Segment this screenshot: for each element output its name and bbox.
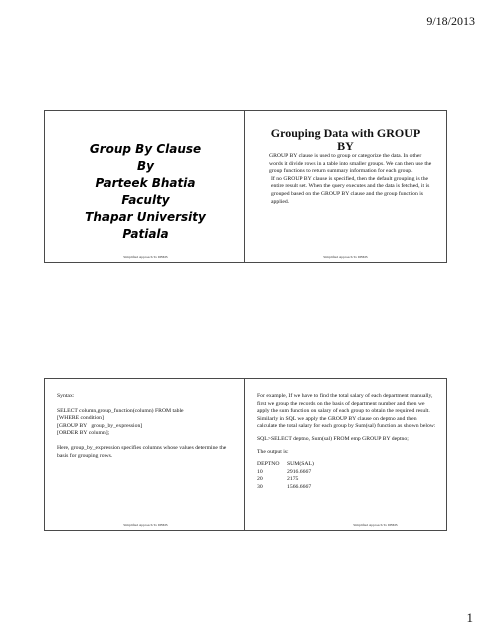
example-query: SQL>SELECT deptno, Sum(sal) FROM emp GROUP BY deptno; — [257, 435, 409, 442]
slide-grouping-data — [244, 110, 447, 263]
code-line: [WHERE condition] — [57, 415, 104, 422]
table-row — [257, 476, 314, 484]
title-line: Grouping Data with GROUP — [270, 126, 421, 140]
syntax-label: Syntax: — [57, 393, 75, 399]
table-cell: 1566.6667 — [287, 483, 312, 490]
output-table — [257, 461, 314, 491]
table-cell: 10 — [257, 468, 263, 475]
code-line: [GROUP BY group_by_expression] — [57, 422, 143, 429]
table-row — [257, 469, 314, 477]
title-line: By — [137, 159, 154, 173]
slide-body — [269, 153, 436, 206]
table-cell: 30 — [257, 483, 263, 490]
page-number: 1 — [466, 610, 473, 625]
table-header-row — [257, 461, 314, 469]
output-label: The output is: — [257, 448, 289, 455]
author-institution: Thapar University — [85, 210, 206, 224]
example-intro: For example, If we have to find the total salary of each department manually, first we group the records on the basis of department number and then we apply the sum function on salary of each group to obtain the required result. Similarly in SQL we apply the GROUP BY clause on deptno and then calculate the total salary for each group by Sum(sal) function as shown below: — [257, 393, 436, 430]
slide-title-heading — [245, 127, 446, 153]
syntax-code — [57, 408, 236, 438]
table-header: DEPTNO — [257, 461, 280, 468]
slide-syntax — [44, 378, 247, 531]
slide-footer: Simplified Approach To DBMS — [123, 523, 168, 527]
slide-body — [57, 393, 236, 467]
code-line: [ORDER BY column]; — [57, 430, 110, 437]
table-row — [257, 484, 314, 492]
author-role: Faculty — [121, 193, 170, 207]
slide-footer: Simplified Approach To DBMS — [323, 255, 368, 259]
title-block — [45, 141, 246, 243]
slide-title — [44, 110, 247, 263]
slide-footer: Simplified Approach To DBMS — [353, 523, 398, 527]
code-line: SELECT column,group_function(column) FROM table — [57, 407, 184, 414]
slide-footer: Simplified Approach To DBMS — [123, 255, 168, 259]
table-cell: 2175 — [287, 476, 299, 483]
table-cell: 2916.6667 — [287, 468, 312, 475]
paragraph: If no GROUP BY clause is specified, then the default grouping is the entire result set. When the query executes and the data is fetched, it is grouped based on the GROUP BY clause and the group function is applied. — [271, 175, 430, 205]
author-city: Patiala — [122, 227, 169, 241]
title-line: BY — [337, 139, 354, 153]
print-date: 9/18/2013 — [426, 14, 475, 28]
author-name: Parteek Bhatia — [95, 176, 196, 190]
table-header: SUM(SAL) — [287, 461, 314, 468]
title-line: Group By Clause — [89, 142, 202, 156]
slide-body — [257, 393, 438, 492]
table-cell: 20 — [257, 476, 263, 483]
slide-example — [244, 378, 447, 531]
syntax-note: Here, group_by_expression specifies columns whose values determine the basis for grouping rows. — [57, 444, 227, 459]
paragraph: GROUP BY clause is used to group or categorize the data. In other words it divide rows in a table into smaller groups. We can then use the group functions to return summary information for each group. — [269, 153, 432, 175]
